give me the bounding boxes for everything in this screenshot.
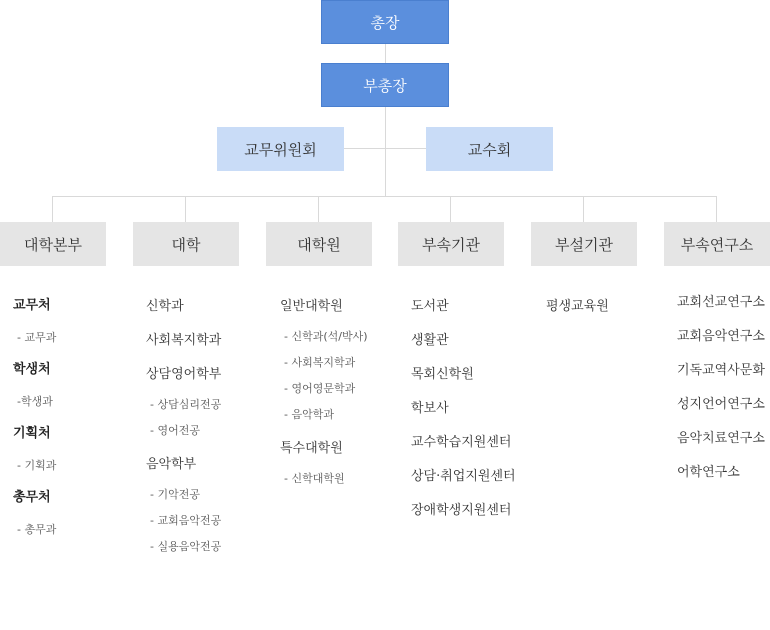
- list-subitem: - 신학과(석/박사): [284, 330, 368, 343]
- list-item: 교회음악연구소: [677, 329, 765, 344]
- list-item: 생활관: [411, 333, 449, 348]
- column-research: [677, 286, 765, 490]
- list-item: 학보사: [411, 401, 449, 416]
- list-subitem: - 영어전공: [150, 424, 200, 437]
- list-item: 장애학생지원센터: [411, 503, 512, 518]
- list-subitem: - 기획과: [17, 459, 57, 472]
- list-subitem: - 기악전공: [150, 488, 200, 501]
- connector-horizontal: [52, 196, 717, 197]
- list-item: 신학과: [146, 299, 184, 314]
- list-subitem: - 신학대학원: [284, 472, 345, 485]
- division-affiliated: 부속기관: [398, 222, 504, 266]
- list-subitem: - 총무과: [17, 523, 57, 536]
- column-affiliated: [411, 290, 516, 528]
- faculty-committee-box: 교무위원회: [217, 127, 344, 171]
- connector-top: [385, 44, 386, 64]
- division-headquarters: 대학본부: [0, 222, 106, 266]
- connector-division-3: [450, 196, 451, 222]
- list-item: 성지언어연구소: [677, 397, 765, 412]
- list-item: 교회선교연구소: [677, 295, 765, 310]
- list-item: 일반대학원: [280, 299, 343, 314]
- list-item: 도서관: [411, 299, 449, 314]
- list-subitem: - 영어영문학과: [284, 382, 356, 395]
- connector-division-4: [583, 196, 584, 222]
- list-subitem: - 교무과: [17, 331, 57, 344]
- connector-division-0: [52, 196, 53, 222]
- division-graduate: 대학원: [266, 222, 372, 266]
- column-college: [146, 290, 221, 560]
- list-subitem: - 상담심리전공: [150, 398, 222, 411]
- list-item: 기획처: [13, 426, 51, 441]
- list-item: 특수대학원: [280, 441, 343, 456]
- connector-committee: [343, 148, 427, 149]
- list-item: 교수학습지원센터: [411, 435, 512, 450]
- list-item: 기독교역사문화: [677, 363, 765, 378]
- list-item: 목회신학원: [411, 367, 474, 382]
- list-item: 음악학부: [146, 457, 197, 472]
- column-headquarters: [13, 290, 56, 546]
- faculty-council-box: 교수회: [426, 127, 553, 171]
- connector-division-1: [185, 196, 186, 222]
- column-attached: [546, 290, 609, 324]
- list-item: 교무처: [13, 298, 51, 313]
- list-item: 상담·취업지원센터: [411, 469, 516, 484]
- vice-president-box: 부총장: [321, 63, 449, 107]
- list-item: 총무처: [13, 490, 51, 505]
- list-item: 사회복지학과: [146, 333, 222, 348]
- list-subitem: - 음악학과: [284, 408, 334, 421]
- list-subitem: - 실용음악전공: [150, 540, 222, 553]
- list-item: 어학연구소: [677, 465, 740, 480]
- president-box: 총장: [321, 0, 449, 44]
- connector-division-5: [716, 196, 717, 222]
- list-subitem: -학생과: [17, 395, 53, 408]
- connector-trunk: [385, 106, 386, 196]
- division-college: 대학: [133, 222, 239, 266]
- division-attached: 부설기관: [531, 222, 637, 266]
- list-item: 학생처: [13, 362, 51, 377]
- list-subitem: - 사회복지학과: [284, 356, 356, 369]
- list-item: 평생교육원: [546, 299, 609, 314]
- column-graduate: [280, 290, 368, 492]
- division-research: 부속연구소: [664, 222, 770, 266]
- list-item: 상담영어학부: [146, 367, 222, 382]
- list-subitem: - 교회음악전공: [150, 514, 222, 527]
- connector-division-2: [318, 196, 319, 222]
- list-item: 음악치료연구소: [677, 431, 765, 446]
